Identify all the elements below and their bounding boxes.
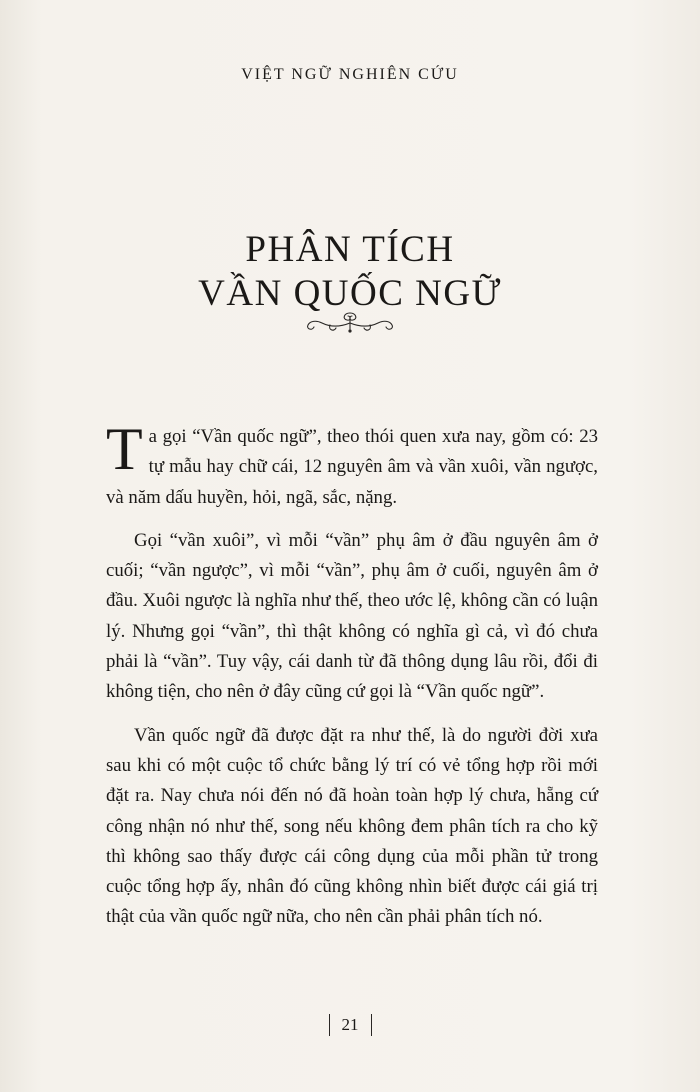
chapter-title <box>0 228 700 316</box>
paragraph-1-text: a gọi “Vần quốc ngữ”, theo thói quen xưa nay, gồm có: 23 tự mẫu hay chữ cái, 12 nguyên âm và vần xuôi, vần ngược, và năm dấu huyền, hỏi, ngã, sắc, nặng. <box>106 426 598 508</box>
paragraph-1 <box>106 416 598 513</box>
page-number-footer <box>325 1012 375 1038</box>
drop-cap: T <box>106 416 143 482</box>
left-rule <box>329 1014 330 1036</box>
page-number: 21 <box>341 1015 359 1034</box>
right-rule <box>371 1014 372 1036</box>
chapter-title-line-2: VẦN QUỐC NGỮ <box>198 273 502 314</box>
paragraph-2: Gọi “vần xuôi”, vì mỗi “vần” phụ âm ở đầu nguyên âm ở cuối; “vần ngược”, vì mỗi “vần”, phụ âm ở cuối, nguyên âm ở đầu. Xuôi ngược là nghĩa như thế, theo ước lệ, không cần có luận lý. Nhưng gọi “vần”, thì thật không có nghĩa gì cả, vì đó chưa phải là “vần”. Tuy vậy, cái danh từ đã thông dụng lâu rồi, đổi đi không tiện, cho nên ở đây cũng cứ gọi là “Vần quốc ngữ”. <box>106 529 598 703</box>
flourish-ornament-icon <box>300 307 400 337</box>
chapter-title-line-1: PHÂN TÍCH <box>245 229 455 270</box>
body-text <box>106 416 598 933</box>
paragraph-3: Vần quốc ngữ đã được đặt ra như thế, là do người đời xưa sau khi có một cuộc tổ chức bằng lý trí có vẻ tổng hợp rồi mới đặt ra. Nay chưa nói đến nó đã hoàn toàn hợp lý chưa, hẵng cứ công nhận nó như thế, song nếu không đem phân tích ra cho kỹ thì không sao thấy được cái công dụng của mỗi phần tử trong cuộc tổng hợp ấy, nhân đó cũng không nhìn biết được cái giá trị thật của vần quốc ngữ nữa, cho nên cần phải phân tích nó. <box>106 724 598 928</box>
running-head: VIỆT NGỮ NGHIÊN CỨU <box>241 66 459 83</box>
